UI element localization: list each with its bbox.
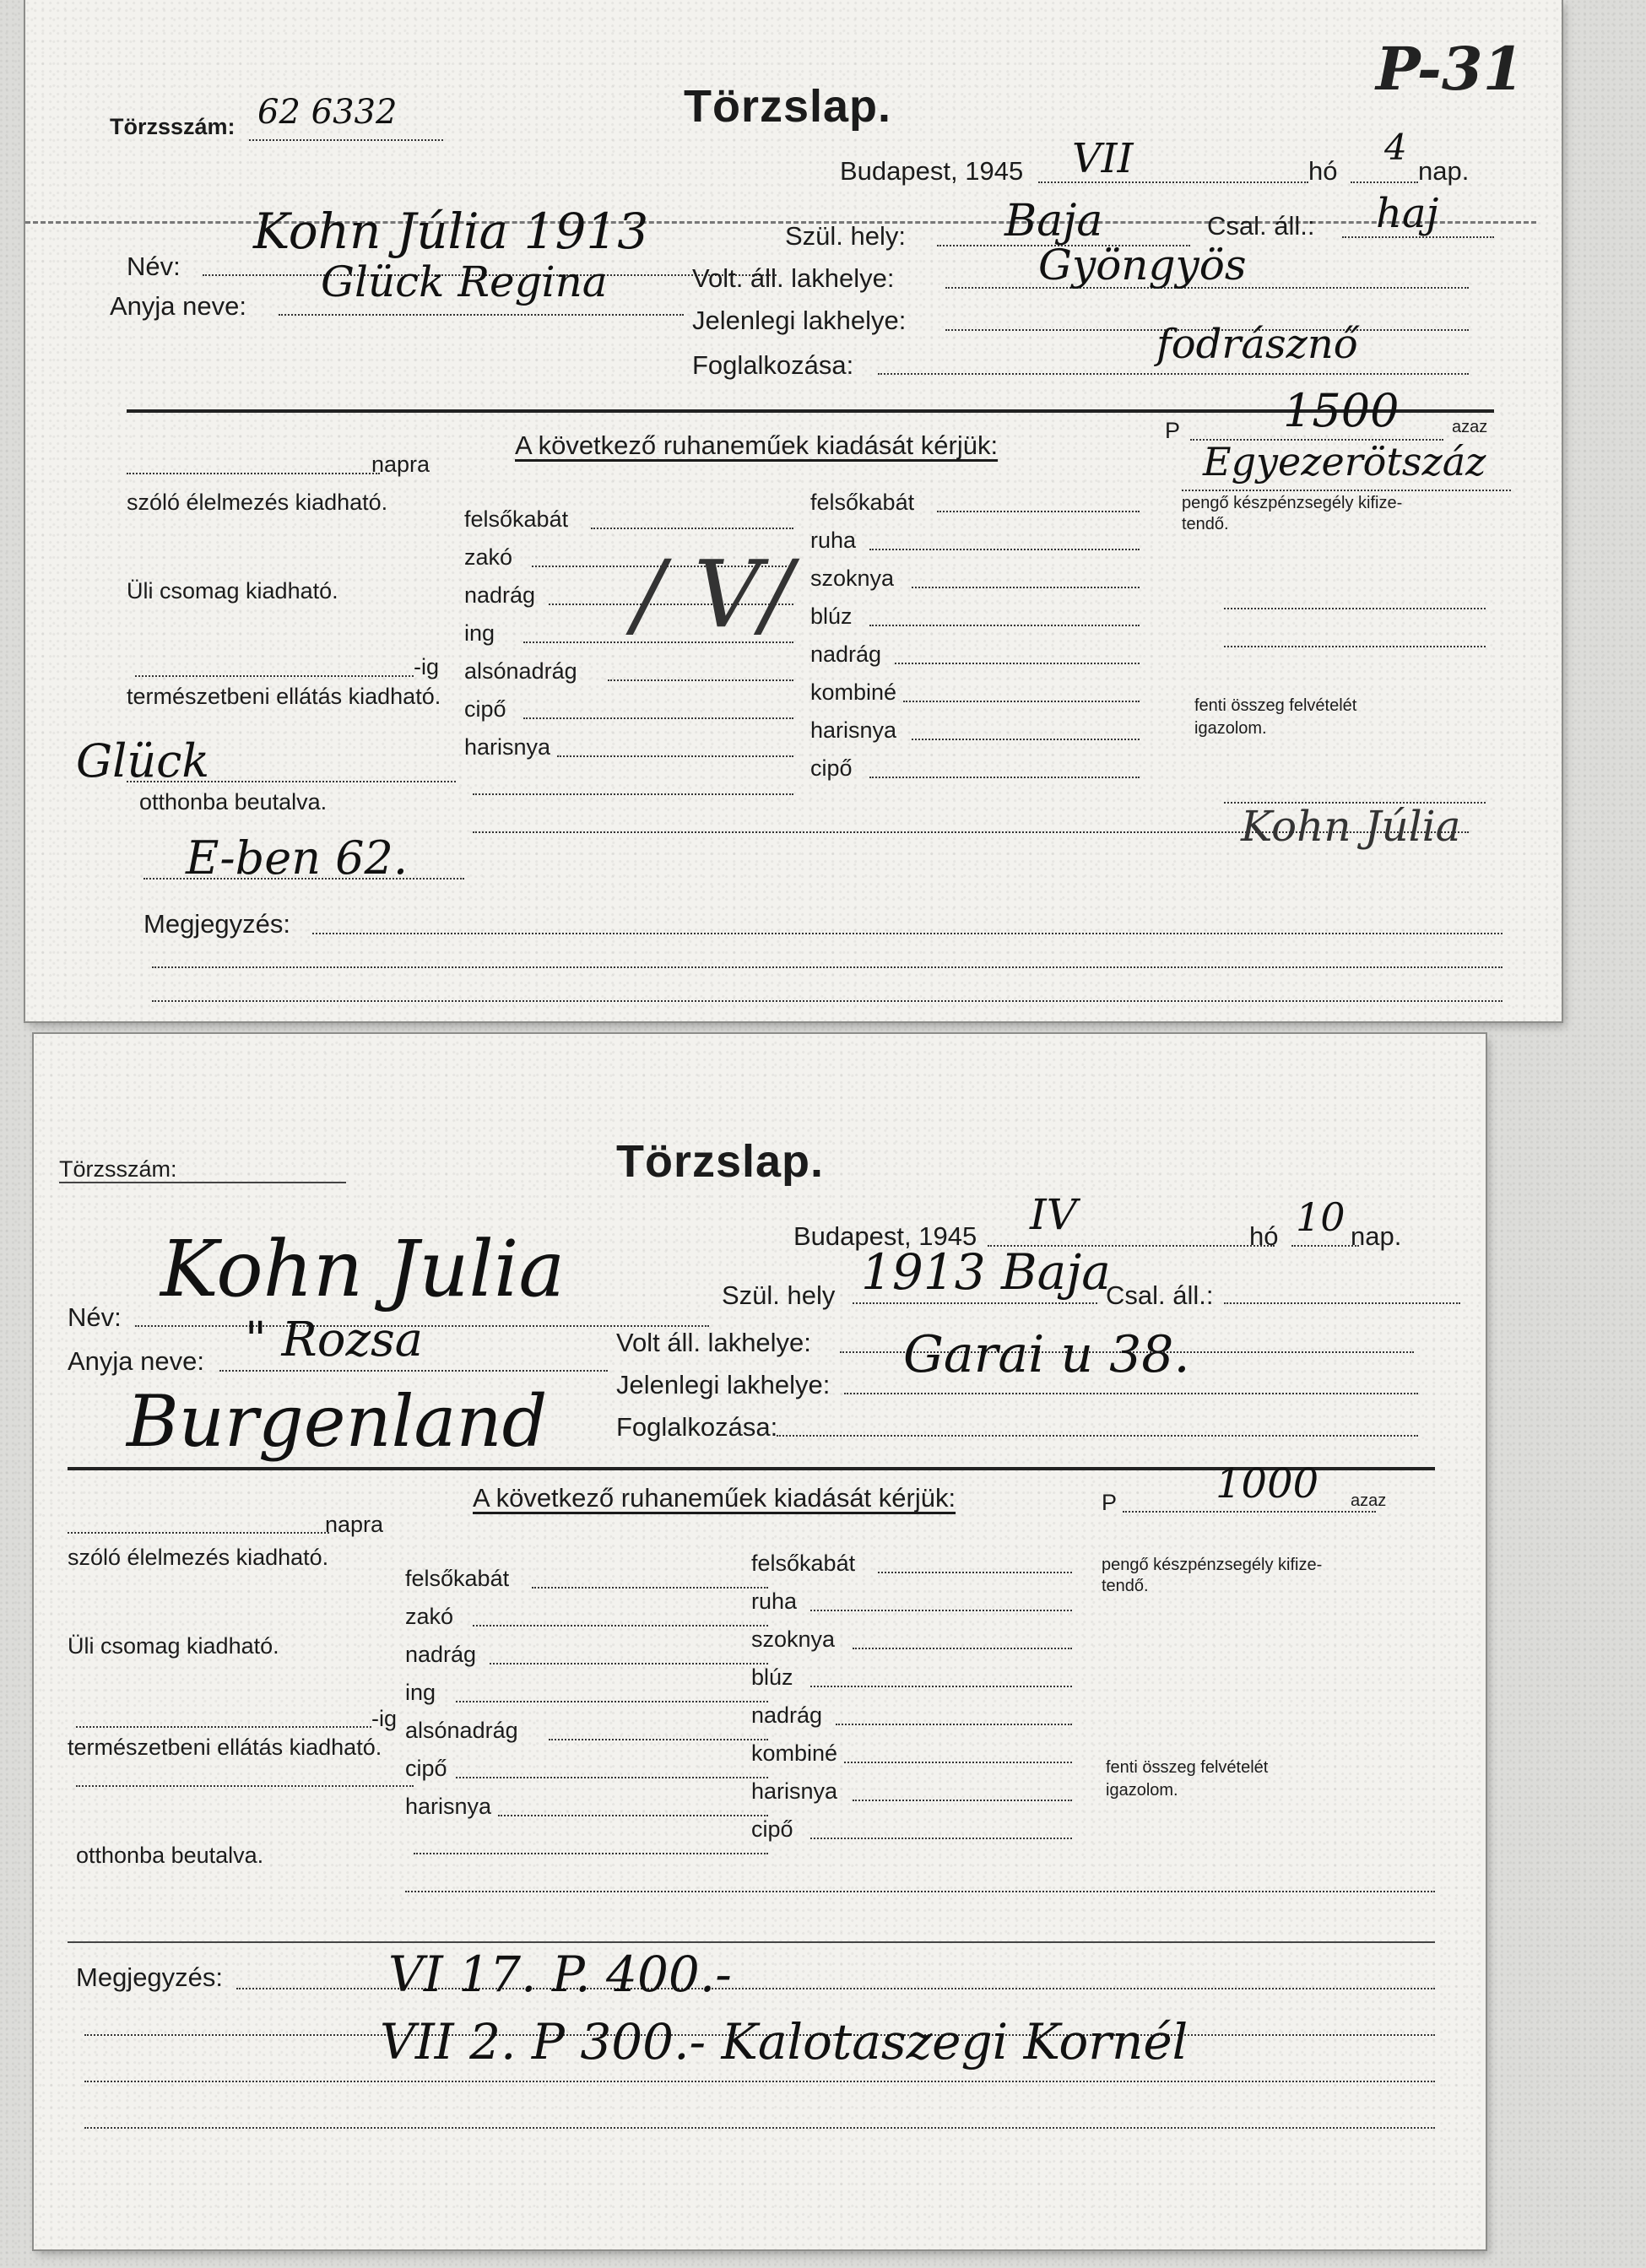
women-item: harisnya	[751, 1778, 838, 1804]
pengo-text-1: pengő készpénzsegély kifize-	[1102, 1556, 1323, 1574]
p-value: 1500	[1283, 384, 1400, 437]
ho-label: hó	[1249, 1221, 1279, 1251]
foglalkozas-label: Foglalkozása:	[616, 1412, 778, 1442]
p-label: P	[1102, 1490, 1118, 1515]
ho-label: hó	[1308, 156, 1338, 186]
termeszetbeni-label: természetbeni ellátás kiadható.	[127, 684, 441, 709]
date-day: 4	[1384, 127, 1407, 168]
women-item: blúz	[810, 604, 853, 629]
women-item: harisnya	[810, 717, 897, 743]
azaz-label: azaz	[1351, 1491, 1387, 1510]
napra-label: napra	[371, 452, 430, 477]
azaz-value: Egyezerötszáz	[1203, 439, 1486, 484]
jelenlegi-lakhely-label: Jelenlegi lakhelye:	[692, 306, 907, 335]
nev-value: Kohn Julia	[160, 1224, 566, 1314]
otthon-value: Glück	[76, 734, 210, 788]
szolo-elelmezes-label: szóló élelmezés kiadható.	[68, 1545, 329, 1570]
women-item: cipő	[751, 1816, 793, 1842]
pengo-text-1: pengő készpénzsegély kifize-	[1182, 494, 1403, 512]
fenti-text-1: fenti összeg felvételét	[1106, 1758, 1269, 1777]
men-item: nadrág	[405, 1642, 477, 1667]
extra-note: Burgenland	[127, 1380, 548, 1463]
jelenlegi-lakhely-value: Garai u 38.	[903, 1325, 1190, 1384]
clothing-heading: A következő ruhaneműek kiadását kérjük:	[473, 1483, 956, 1513]
volt-lakhely-label: Volt áll. lakhelye:	[616, 1328, 811, 1357]
torzsszam-label: Törzsszám:	[110, 114, 236, 139]
women-item: ruha	[810, 528, 857, 553]
uli-csomag-label: Üli csomag kiadható.	[68, 1633, 279, 1659]
foglalkozas-label: Foglalkozása:	[692, 350, 854, 380]
torzsszam-value: 62 6332	[257, 93, 398, 132]
women-item: szoknya	[810, 566, 895, 591]
women-item: felsőkabát	[810, 490, 915, 515]
registration-card-2	[34, 1034, 1486, 2249]
nap-label: nap.	[1351, 1221, 1402, 1251]
megjegyzes-label: Megjegyzés:	[76, 1962, 224, 1992]
men-item: zakó	[405, 1604, 454, 1629]
szul-hely-value: 1913 Baja	[861, 1243, 1111, 1301]
men-item: cipő	[464, 696, 506, 722]
registration-card-1	[25, 0, 1562, 1021]
anyja-neve-value: Glück Regina	[321, 257, 608, 306]
fenti-text-2: igazolom.	[1106, 1781, 1178, 1800]
anyja-neve-label: Anyja neve:	[68, 1346, 204, 1376]
men-item: ing	[464, 620, 495, 646]
men-item: cipő	[405, 1756, 447, 1781]
date-month: VII	[1072, 135, 1134, 182]
women-item: blúz	[751, 1664, 793, 1690]
p-label: P	[1165, 418, 1181, 443]
szul-hely-label: Szül. hely:	[785, 221, 907, 251]
uli-csomag-label: Üli csomag kiadható.	[127, 578, 338, 604]
fenti-text-1: fenti összeg felvételét	[1194, 696, 1357, 715]
clothing-heading: A következő ruhaneműek kiadását kérjük:	[515, 430, 999, 460]
pengo-text-2: tendő.	[1182, 515, 1229, 533]
anyja-neve-label: Anyja neve:	[110, 291, 246, 321]
men-item: zakó	[464, 544, 513, 570]
volt-lakhely-value: Gyöngyös	[1038, 241, 1247, 290]
men-item: ing	[405, 1680, 436, 1705]
azaz-label: azaz	[1452, 418, 1488, 436]
napra-label: napra	[325, 1512, 384, 1537]
women-item: nadrág	[751, 1702, 823, 1728]
torzsszam-label: Törzsszám:	[59, 1156, 177, 1182]
men-item: felsőkabát	[464, 506, 569, 532]
men-item: felsőkabát	[405, 1566, 510, 1591]
women-item: nadrág	[810, 641, 882, 667]
volt-lakhely-label: Volt. áll. lakhelye:	[692, 263, 895, 293]
men-item: harisnya	[464, 734, 551, 760]
corner-archive-note: P-31	[1376, 34, 1524, 104]
women-item: felsőkabát	[751, 1551, 856, 1576]
women-item: cipő	[810, 755, 853, 781]
csal-all-label: Csal. áll.:	[1207, 211, 1315, 241]
date-day: 10	[1296, 1194, 1345, 1240]
ig-label: -ig	[414, 654, 440, 679]
date-month: IV	[1030, 1190, 1077, 1239]
otthon-line2: E-ben 62.	[186, 831, 409, 885]
men-item: nadrág	[464, 582, 536, 608]
nev-label: Név:	[68, 1302, 122, 1332]
foglalkozas-value: fodrásznő	[1156, 321, 1358, 368]
otthonba-label: otthonba beutalva.	[139, 789, 328, 815]
szolo-elelmezes-label: szóló élelmezés kiadható.	[127, 490, 388, 515]
men-item: harisnya	[405, 1794, 492, 1819]
szul-hely-value: Baja	[1004, 196, 1103, 246]
ig-label: -ig	[371, 1706, 398, 1731]
jelenlegi-lakhely-label: Jelenlegi lakhelye:	[616, 1370, 831, 1399]
csal-all-label: Csal. áll.:	[1106, 1280, 1214, 1310]
termeszetbeni-label: természetbeni ellátás kiadható.	[68, 1735, 382, 1760]
szul-hely-label: Szül. hely	[722, 1280, 836, 1310]
fenti-text-2: igazolom.	[1194, 719, 1267, 738]
men-item: alsónadrág	[464, 658, 577, 684]
note-line-2: VII 2. P 300.- Kalotaszegi Kornél	[380, 2013, 1188, 2070]
nev-value: Kohn Júlia 1913	[253, 203, 649, 260]
women-item: ruha	[751, 1589, 798, 1614]
women-item: kombiné	[751, 1740, 838, 1766]
women-item: szoknya	[751, 1627, 836, 1652]
megjegyzes-label: Megjegyzés:	[143, 909, 291, 939]
card-title: Törzslap.	[616, 1136, 825, 1187]
women-item: kombiné	[810, 679, 897, 705]
clothing-marks: / V/	[633, 540, 793, 648]
p-value: 1000	[1216, 1460, 1319, 1507]
signature: Kohn Júlia	[1241, 802, 1461, 851]
csal-all-value: haj	[1376, 190, 1439, 237]
pengo-text-2: tendő.	[1102, 1577, 1149, 1595]
nev-label: Név:	[127, 252, 181, 281]
date-prefix: Budapest, 1945	[793, 1221, 977, 1251]
men-item: alsónadrág	[405, 1718, 518, 1743]
nap-label: nap.	[1418, 156, 1470, 186]
otthonba-label: otthonba beutalva.	[76, 1843, 264, 1868]
date-prefix: Budapest, 1945	[840, 156, 1024, 186]
note-line-1: VI 17. P. 400.-	[388, 1946, 732, 2003]
card-title: Törzslap.	[684, 81, 892, 132]
anyja-neve-value: " Rozsa	[245, 1313, 424, 1367]
